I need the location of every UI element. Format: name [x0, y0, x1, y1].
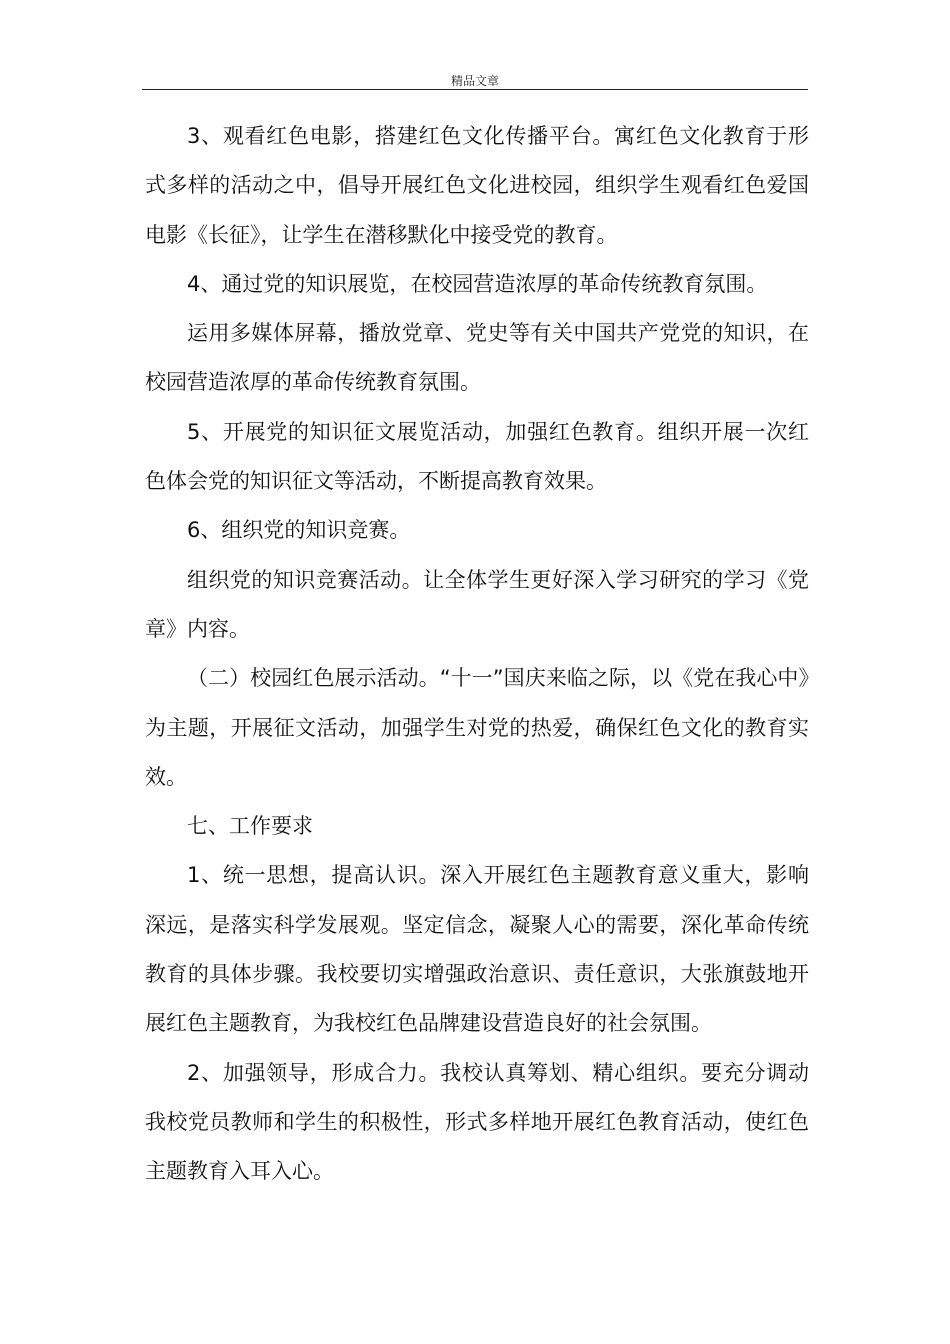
paragraph-item-6: 6、组织党的知识竞赛。	[187, 518, 411, 543]
paragraph-section-two: （二）校园红色展示活动。“十一”国庆来临之际，以《党在我心中》为主题，开展征文活动，加强学生对党的热爱，确保红色文化的教育实效。	[145, 666, 809, 789]
header-title: 精品文章	[450, 74, 499, 88]
page-header	[142, 70, 808, 90]
paragraph-multimedia: 运用多媒体屏幕，播放党章、党史等有关中国共产党党的知识，在校园营造浓厚的革命传统教育氛围。	[145, 321, 809, 395]
paragraph-requirement-2: 2、加强领导，形成合力。我校认真筹划、精心组织。要充分调动我校党员教师和学生的积极性，形式多样地开展红色教育活动，使红色主题教育入耳入心。	[145, 1060, 809, 1184]
paragraph-requirement-1: 1、统一思想，提高认识。深入开展红色主题教育意义重大，影响深远，是落实科学发展观。坚定信念，凝聚人心的需要，深化革命传统教育的具体步骤。我校要切实增强政治意识、责任意识，大张旗鼓地开展红色主题教育，为我校红色品牌建设营造良好的社会氛围。	[145, 863, 809, 1036]
section-heading-work-requirements: 七、工作要求	[187, 814, 313, 839]
document-body	[145, 112, 809, 1197]
paragraph-knowledge-contest: 组织党的知识竞赛活动。让全体学生更好深入学习研究的学习《党章》内容。	[145, 567, 809, 641]
paragraph-item-4: 4、通过党的知识展览，在校园营造浓厚的革命传统教育氛围。	[187, 271, 768, 296]
paragraph-item-3: 3、观看红色电影，搭建红色文化传播平台。寓红色文化教育于形式多样的活动之中，倡导开展红色文化进校园，组织学生观看红色爱国电影《长征》，让学生在潜移默化中接受党的教育。	[145, 124, 809, 247]
paragraph-item-5: 5、开展党的知识征文展览活动，加强红色教育。组织开展一次红色体会党的知识征文等活动，不断提高教育效果。	[145, 419, 809, 494]
